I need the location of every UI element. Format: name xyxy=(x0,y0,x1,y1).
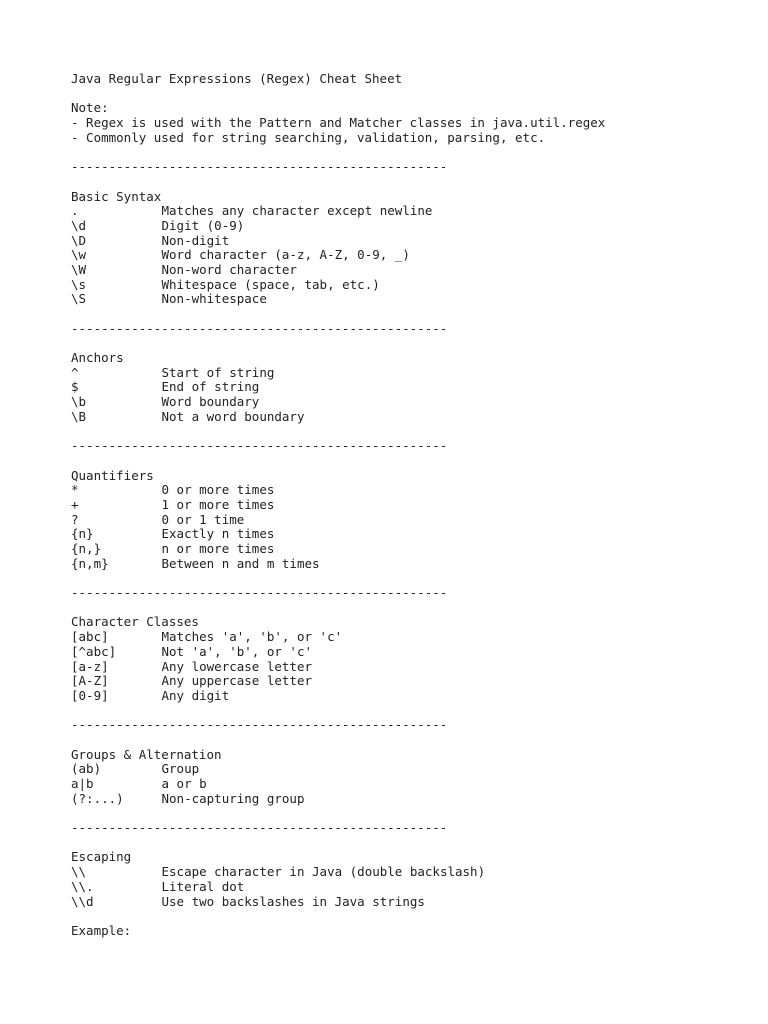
regex-token: \\d xyxy=(71,893,94,909)
table-row xyxy=(71,527,751,542)
table-row xyxy=(71,865,751,880)
regex-description: Any uppercase letter xyxy=(161,673,313,689)
regex-token: [abc] xyxy=(71,629,109,645)
section-heading-groups-alternation: Groups & Alternation xyxy=(71,746,222,762)
table-row xyxy=(71,513,751,528)
table-row xyxy=(71,689,751,704)
divider: -------------------------------------------------- xyxy=(71,717,448,733)
blank-line xyxy=(71,733,751,748)
blank-line xyxy=(71,806,751,821)
regex-token: * xyxy=(71,482,79,498)
regex-description: 0 or 1 time xyxy=(161,511,245,527)
regex-token: \W xyxy=(71,261,87,277)
table-row xyxy=(71,498,751,513)
note-line: - Commonly used for string searching, validation, parsing, etc. xyxy=(71,129,546,145)
table-row xyxy=(71,366,751,381)
regex-description: Between n and m times xyxy=(161,555,320,571)
blank-line xyxy=(71,704,751,719)
regex-token: [a-z] xyxy=(71,658,109,674)
table-row xyxy=(71,895,751,910)
table-row xyxy=(71,645,751,660)
regex-description: Any digit xyxy=(161,687,230,703)
section-heading-basic-syntax: Basic Syntax xyxy=(71,188,162,204)
table-row xyxy=(71,410,751,425)
table-row xyxy=(71,557,751,572)
regex-description: 1 or more times xyxy=(161,496,275,512)
regex-description: a or b xyxy=(161,776,207,791)
table-row xyxy=(71,630,751,645)
regex-token: {n,} xyxy=(71,541,102,556)
divider: -------------------------------------------------- xyxy=(71,438,448,454)
divider: -------------------------------------------------- xyxy=(71,320,448,336)
table-row xyxy=(71,292,751,307)
table-row xyxy=(71,395,751,410)
regex-description: Matches any character except newline xyxy=(161,203,433,219)
regex-token: \s xyxy=(71,276,87,292)
regex-description: Start of string xyxy=(161,364,275,380)
note-line: - Regex is used with the Pattern and Matcher classes in java.util.regex xyxy=(71,115,606,131)
blank-line xyxy=(71,571,751,586)
regex-description: Not 'a', 'b', or 'c' xyxy=(161,643,313,659)
regex-token: ? xyxy=(71,511,79,527)
blank-line xyxy=(71,909,751,924)
regex-token: . xyxy=(71,203,79,219)
table-row xyxy=(71,777,751,792)
regex-token: (?:...) xyxy=(71,790,124,806)
blank-line xyxy=(71,454,751,469)
regex-description: Non-capturing group xyxy=(161,790,305,806)
regex-description: Exactly n times xyxy=(161,526,275,542)
regex-token: \D xyxy=(71,232,87,248)
table-row xyxy=(71,660,751,675)
regex-token: {n} xyxy=(71,526,94,542)
regex-description: Digit (0-9) xyxy=(161,217,245,233)
blank-line xyxy=(71,601,751,616)
regex-token: \w xyxy=(71,247,87,263)
regex-description: Non-digit xyxy=(161,232,230,248)
table-row xyxy=(71,674,751,689)
blank-line xyxy=(71,425,751,440)
regex-description: End of string xyxy=(161,379,260,395)
table-row xyxy=(71,792,751,807)
section-heading-quantifiers: Quantifiers xyxy=(71,467,154,483)
regex-description: Any lowercase letter xyxy=(161,658,313,674)
table-row xyxy=(71,762,751,777)
table-row xyxy=(71,248,751,263)
blank-line xyxy=(71,336,751,351)
table-row xyxy=(71,380,751,395)
regex-description: Non-whitespace xyxy=(161,291,267,307)
regex-token: \d xyxy=(71,217,87,233)
table-row xyxy=(71,234,751,249)
regex-token: {n,m} xyxy=(71,555,109,571)
regex-description: Group xyxy=(161,761,200,777)
regex-token: [A-Z] xyxy=(71,673,109,689)
divider: -------------------------------------------------- xyxy=(71,159,448,175)
regex-token: + xyxy=(71,496,79,512)
section-heading-escaping: Escaping xyxy=(71,849,132,865)
regex-description: Matches 'a', 'b', or 'c' xyxy=(161,629,343,645)
regex-description: Use two backslashes in Java strings xyxy=(161,893,425,909)
regex-token: [0-9] xyxy=(71,687,109,703)
regex-description: Word character (a-z, A-Z, 0-9, _) xyxy=(161,247,410,263)
table-row xyxy=(71,483,751,498)
example-label: Example: xyxy=(71,922,132,938)
regex-token: \S xyxy=(71,291,87,307)
regex-token: \B xyxy=(71,408,87,424)
regex-token: \b xyxy=(71,394,87,410)
regex-token: [^abc] xyxy=(71,643,117,659)
table-row xyxy=(71,219,751,234)
divider: -------------------------------------------------- xyxy=(71,820,448,836)
regex-description: Not a word boundary xyxy=(161,408,305,424)
regex-description: Non-word character xyxy=(161,261,297,277)
table-row xyxy=(71,278,751,293)
regex-token: ^ xyxy=(71,364,79,380)
section-heading-character-classes: Character Classes xyxy=(71,614,199,630)
blank-line xyxy=(71,836,751,851)
regex-description: Whitespace (space, tab, etc.) xyxy=(161,276,380,292)
cheat-sheet-document xyxy=(71,72,751,939)
section-heading-anchors: Anchors xyxy=(71,350,124,366)
regex-description: Word boundary xyxy=(161,394,260,410)
regex-description: Escape character in Java (double backslash) xyxy=(161,864,486,880)
regex-token: a|b xyxy=(71,776,94,791)
table-row xyxy=(71,542,751,557)
table-row xyxy=(71,880,751,895)
blank-line xyxy=(71,145,751,160)
regex-token: (ab) xyxy=(71,761,102,777)
blank-line xyxy=(71,87,751,102)
regex-token: $ xyxy=(71,379,79,395)
blank-line xyxy=(71,175,751,190)
table-row xyxy=(71,204,751,219)
document-title: Java Regular Expressions (Regex) Cheat Sheet xyxy=(71,71,403,86)
regex-description: Literal dot xyxy=(161,878,245,894)
regex-token: \\. xyxy=(71,878,94,894)
divider: -------------------------------------------------- xyxy=(71,585,448,601)
regex-description: n or more times xyxy=(161,541,275,556)
regex-description: 0 or more times xyxy=(161,482,275,498)
blank-line xyxy=(71,307,751,322)
table-row xyxy=(71,263,751,278)
regex-token: \\ xyxy=(71,864,87,880)
note-label: Note: xyxy=(71,100,109,116)
